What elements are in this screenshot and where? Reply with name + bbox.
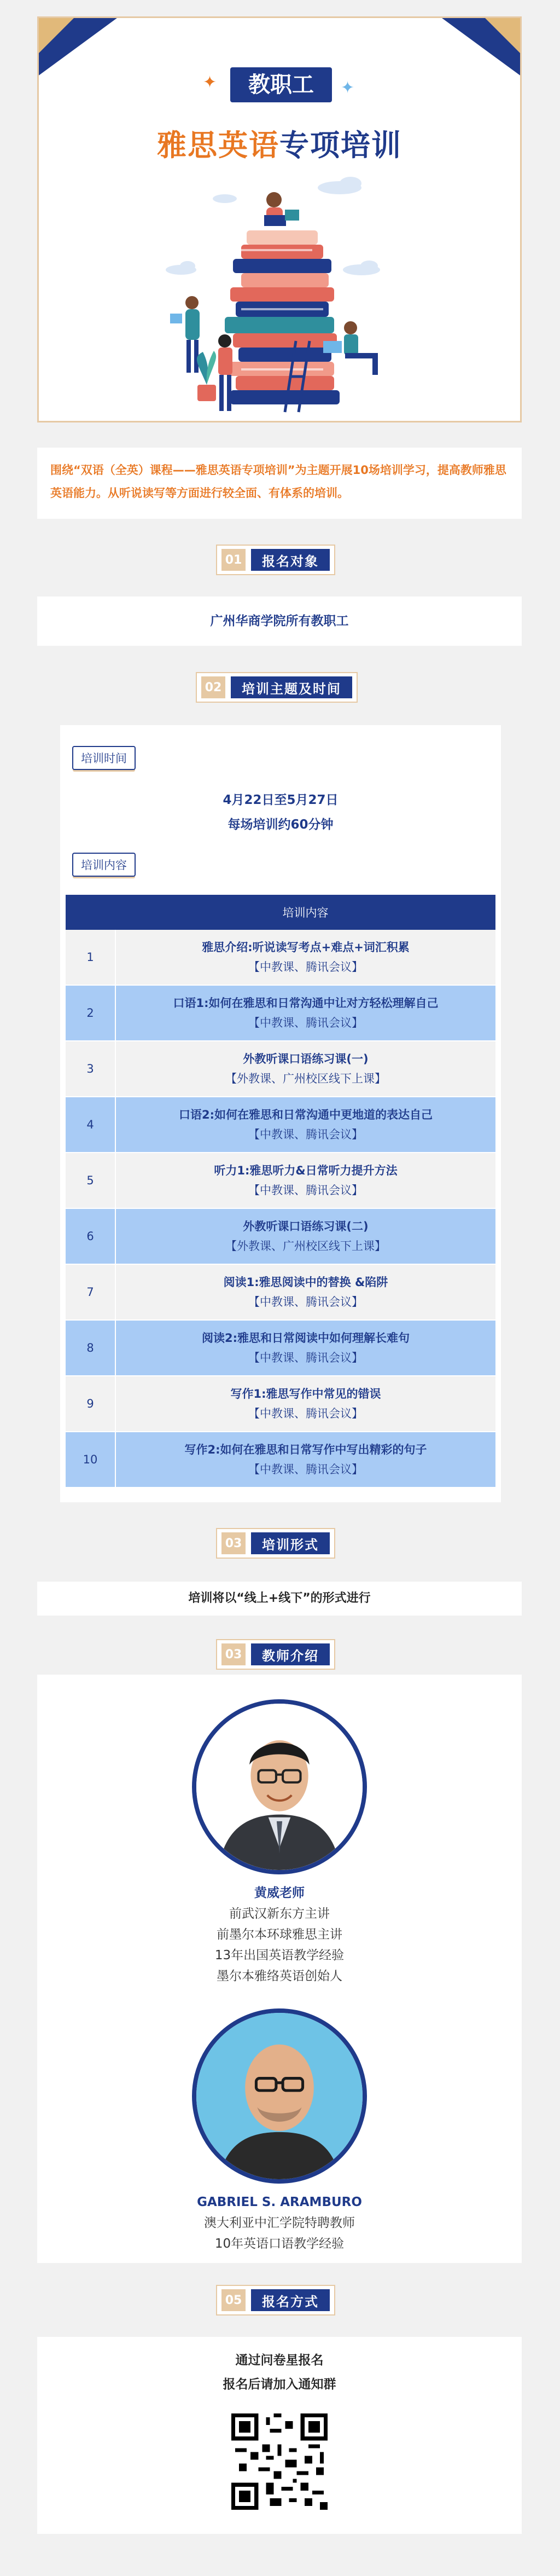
- section-title: 教师介绍: [251, 1643, 330, 1665]
- table-header-num: [66, 895, 115, 930]
- section-number: 03: [221, 1532, 246, 1554]
- format-block: [37, 1582, 522, 1616]
- row-number: 6: [66, 1208, 115, 1264]
- row-title: 口语2:如何在雅思和日常沟通中更地道的表达自己: [178, 1108, 433, 1121]
- table-row: [66, 1432, 495, 1487]
- section-label: [216, 2285, 335, 2315]
- signup-block: [37, 2337, 522, 2534]
- training-date: 4月22日至5月27日: [223, 793, 339, 807]
- badge-title: 教职工: [230, 67, 332, 102]
- title-part-1: 雅思英语: [157, 128, 279, 163]
- row-content: [115, 1041, 495, 1097]
- section-number: 02: [201, 676, 225, 698]
- teacher-name: GABRIEL S. ARAMBURO: [197, 2195, 362, 2209]
- row-content: [115, 985, 495, 1041]
- books-illustration: [159, 177, 405, 418]
- row-content: [115, 1432, 495, 1487]
- reader-figure: [264, 192, 299, 226]
- row-content: [115, 1376, 495, 1432]
- row-sub: 【中教课、腾讯会议】: [248, 1016, 363, 1029]
- row-number: 5: [66, 1153, 115, 1208]
- teacher-line: 13年出国英语教学经验: [214, 1948, 345, 1963]
- avatar: [192, 1699, 367, 1874]
- person-figure: [170, 296, 200, 373]
- table-header-row: [66, 895, 495, 930]
- row-title: 阅读2:雅思和日常阅读中如何理解长难句: [201, 1332, 410, 1345]
- row-title: 雅思介绍:听说读写考点+难点+词汇积累: [202, 941, 410, 954]
- table-row: [66, 1097, 495, 1153]
- row-number: 9: [66, 1376, 115, 1432]
- teacher-info: [37, 1883, 522, 1987]
- row-sub: 【外教课、广州校区线下上课】: [225, 1240, 386, 1253]
- row-sub: 【中教课、腾讯会议】: [248, 960, 363, 974]
- row-sub: 【中教课、腾讯会议】: [248, 1463, 363, 1476]
- teacher-photo: [196, 1704, 363, 1870]
- row-title: 听力1:雅思听力&日常听力提升方法: [214, 1164, 398, 1177]
- teacher-photo: [196, 2013, 363, 2179]
- training-time-tag: 培训时间: [72, 746, 136, 770]
- corner-decoration: [37, 16, 75, 55]
- audience-text: 广州华商学院所有教职工: [210, 614, 349, 628]
- row-sub: 【中教课、腾讯会议】: [248, 1407, 363, 1420]
- row-sub: 【中教课、腾讯会议】: [248, 1128, 363, 1141]
- teacher-name: 黄威老师: [254, 1886, 305, 1900]
- table-row: [66, 985, 495, 1041]
- row-content: [115, 930, 495, 985]
- person-figure: [218, 334, 232, 411]
- sparkle-icon: ✦: [341, 78, 355, 97]
- training-duration: 每场培训约60分钟: [228, 818, 334, 832]
- section-number: 03: [221, 1643, 246, 1665]
- poster-header: [37, 16, 522, 422]
- table-row: [66, 930, 495, 985]
- signup-line: 报名后请加入通知群: [223, 2377, 336, 2392]
- table-row: [66, 1041, 495, 1097]
- section-title: 报名方式: [251, 2289, 330, 2311]
- row-content: [115, 1208, 495, 1264]
- row-content: [115, 1264, 495, 1320]
- section-number: 05: [221, 2289, 246, 2311]
- table-row: [66, 1376, 495, 1432]
- table-row: [66, 1320, 495, 1376]
- teacher-line: 10年英语口语教学经验: [214, 2237, 345, 2251]
- row-content: [115, 1097, 495, 1153]
- row-number: 1: [66, 930, 115, 985]
- row-title: 写作1:雅思写作中常见的错误: [230, 1387, 381, 1400]
- table-row: [66, 1208, 495, 1264]
- teacher-line: 澳大利亚中汇学院特聘教师: [204, 2216, 355, 2230]
- avatar: [192, 2008, 367, 2184]
- book-stack: [225, 230, 340, 404]
- qr-code[interactable]: [231, 2413, 328, 2510]
- signup-line: 通过问卷星报名: [235, 2353, 324, 2367]
- row-sub: 【外教课、广州校区线下上课】: [225, 1072, 386, 1085]
- section-label: [216, 1528, 335, 1559]
- teacher-line: 前墨尔本环球雅思主讲: [217, 1927, 342, 1942]
- table-row: [66, 1264, 495, 1320]
- training-block: [60, 725, 501, 1502]
- title-part-2: 专项培训: [279, 128, 402, 163]
- sparkle-icon: ✦: [203, 73, 217, 92]
- audience-block: [37, 597, 522, 646]
- row-title: 外教听课口语练习课(二): [243, 1220, 369, 1233]
- row-sub: 【中教课、腾讯会议】: [248, 1351, 363, 1364]
- row-number: 3: [66, 1041, 115, 1097]
- section-label: [196, 672, 358, 703]
- plant-icon: [197, 351, 216, 401]
- corner-decoration: [483, 16, 522, 55]
- format-text: 培训将以“线上+线下”的形式进行: [188, 1591, 371, 1605]
- page-title: [39, 122, 520, 164]
- row-number: 8: [66, 1320, 115, 1376]
- row-number: 10: [66, 1432, 115, 1487]
- teacher-info: [37, 2192, 522, 2254]
- intro-text: 围绕“双语（全英）课程——雅思英语专项培训”为主题开展10场培训学习，提高教师雅思英语能力。从听说读写等方面进行较全面、有体系的培训。: [37, 448, 522, 519]
- teacher-line: 墨尔本雅络英语创始人: [217, 1969, 342, 1983]
- row-content: [115, 1320, 495, 1376]
- row-number: 7: [66, 1264, 115, 1320]
- table-header: 培训内容: [115, 895, 495, 930]
- row-title: 写作2:如何在雅思和日常写作中写出精彩的句子: [184, 1443, 427, 1456]
- row-number: 2: [66, 985, 115, 1041]
- teachers-block: [37, 1675, 522, 2263]
- teacher-line: 前武汉新东方主讲: [229, 1907, 330, 1921]
- section-label: [216, 1639, 335, 1670]
- section-title: 报名对象: [251, 549, 330, 571]
- row-number: 4: [66, 1097, 115, 1153]
- section-number: 01: [221, 549, 246, 571]
- row-title: 口语1:如何在雅思和日常沟通中让对方轻松理解自己: [173, 997, 439, 1010]
- section-label: [216, 545, 335, 575]
- training-content-tag: 培训内容: [72, 853, 136, 877]
- row-content: [115, 1153, 495, 1208]
- table-row: [66, 1153, 495, 1208]
- schedule-table: [66, 895, 495, 1488]
- row-sub: 【中教课、腾讯会议】: [248, 1184, 363, 1197]
- row-title: 阅读1:雅思阅读中的替换 &陷阱: [223, 1276, 388, 1289]
- row-title: 外教听课口语练习课(一): [243, 1052, 369, 1066]
- row-sub: 【中教课、腾讯会议】: [248, 1295, 363, 1309]
- section-title: 培训主题及时间: [231, 676, 352, 698]
- section-title: 培训形式: [251, 1532, 330, 1554]
